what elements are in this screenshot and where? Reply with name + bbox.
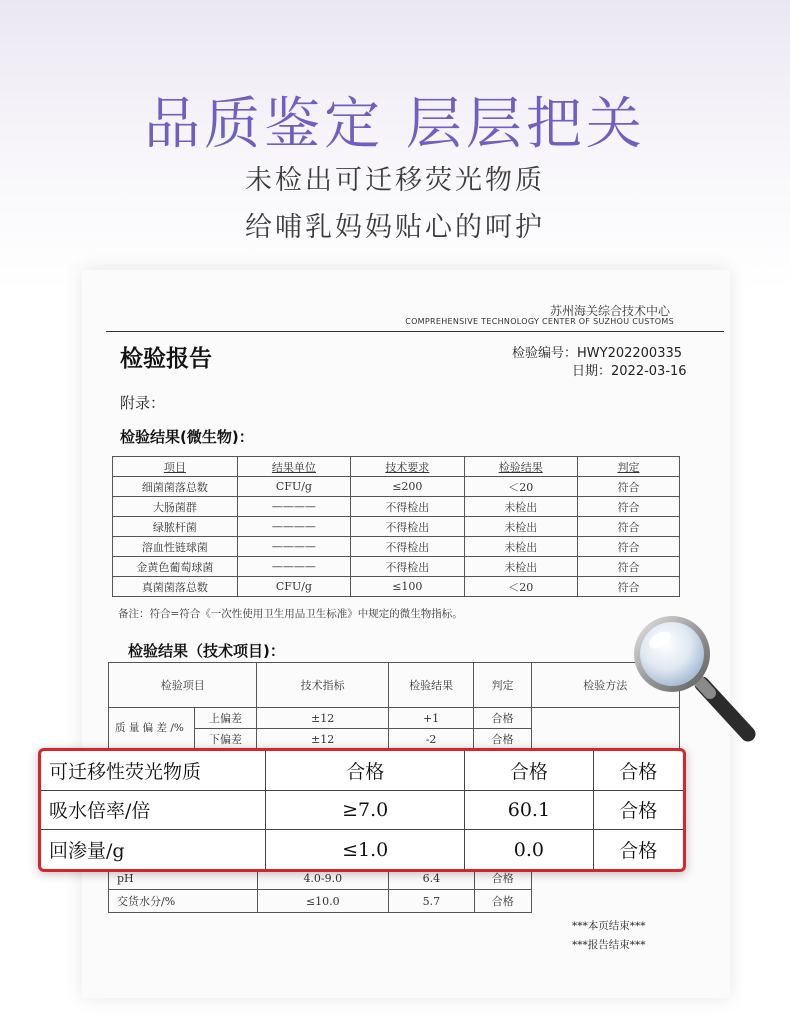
tech-results-table <box>108 662 680 750</box>
end-of-page: ***本页结束*** <box>572 920 646 932</box>
header-rule <box>106 331 724 332</box>
section-tech-title: 检验结果（技术项目)： <box>128 642 285 660</box>
subline-1: 未检出可迁移荧光物质 <box>245 165 545 196</box>
col-header: 判定 <box>474 663 531 708</box>
table-row <box>41 830 683 869</box>
cell: 不得检出 <box>351 517 464 537</box>
cell: 溶血性链球菌 <box>113 537 238 557</box>
cell: 不得检出 <box>351 557 464 577</box>
cell: ≤10.0 <box>257 890 388 913</box>
col-header: 结果单位 <box>237 457 350 477</box>
subline-2: 给哺乳妈妈贴心的呵护 <box>245 212 545 243</box>
cell: 绿脓杆菌 <box>113 517 238 537</box>
cell: 未检出 <box>464 497 577 517</box>
cell: 回渗量/g <box>41 830 266 869</box>
cell: 上偏差 <box>194 708 257 729</box>
cell: CFU/g <box>237 477 350 497</box>
col-header: 技术指标 <box>257 663 388 708</box>
group-label: 质 量 偏 差 /% <box>109 708 195 750</box>
cell <box>531 890 680 913</box>
cell: ＜20 <box>464 577 577 597</box>
table-row <box>113 537 680 557</box>
micro-results-table <box>112 456 680 597</box>
cell: CFU/g <box>237 577 350 597</box>
highlight-callout <box>38 748 686 872</box>
cell: 交货水分/% <box>109 890 258 913</box>
cell: 符合 <box>577 577 679 597</box>
cell: 合格 <box>474 890 531 913</box>
cell: ±12 <box>257 729 388 750</box>
cell: ———— <box>237 517 350 537</box>
cell: 合格 <box>266 751 465 790</box>
cell: 符合 <box>577 557 679 577</box>
cell: 合格 <box>593 751 683 790</box>
table-header-row <box>113 457 680 477</box>
table-header-row <box>109 663 680 708</box>
cell: 大肠菌群 <box>113 497 238 517</box>
cell: 吸水倍率/倍 <box>41 790 266 830</box>
table-row <box>41 751 683 790</box>
cell: +1 <box>388 708 474 729</box>
cell: 符合 <box>577 517 679 537</box>
cell: 未检出 <box>464 557 577 577</box>
micro-note: 备注：符合=符合《一次性使用卫生用品卫生标准》中规定的微生物指标。 <box>118 608 463 620</box>
cell: 真菌菌落总数 <box>113 577 238 597</box>
table-row <box>109 708 680 729</box>
cell: 不得检出 <box>351 537 464 557</box>
report-title: 检验报告 <box>120 346 212 372</box>
cell: ≤1.0 <box>266 830 465 869</box>
cell: 金黄色葡萄球菌 <box>113 557 238 577</box>
cell: 合格 <box>474 729 531 750</box>
cell: ≤100 <box>351 577 464 597</box>
table-row <box>113 517 680 537</box>
cell: 符合 <box>577 477 679 497</box>
cell: 符合 <box>577 497 679 517</box>
org-name-cn: 苏州海关综合技术中心 <box>549 304 670 318</box>
cell: 4.0-9.0 <box>257 867 388 890</box>
magnifying-glass-icon <box>630 612 760 747</box>
cell: ≥7.0 <box>266 790 465 830</box>
cell: ≤200 <box>351 477 464 497</box>
cell: 未检出 <box>464 537 577 557</box>
cell: 合格 <box>465 751 593 790</box>
table-row <box>109 890 681 913</box>
table-row <box>41 790 683 830</box>
cell: 不得检出 <box>351 497 464 517</box>
report-date: 日期：2022-03-16 <box>572 364 687 379</box>
cell: pH <box>109 867 258 890</box>
col-header: 判定 <box>577 457 679 477</box>
col-header: 项目 <box>113 457 238 477</box>
highlight-table <box>41 751 683 869</box>
col-header: 检验方法 <box>531 663 680 708</box>
cell: 符合 <box>577 537 679 557</box>
cell: ＜20 <box>464 477 577 497</box>
cell: 5.7 <box>389 890 475 913</box>
cell: 未检出 <box>464 517 577 537</box>
cell: 合格 <box>593 790 683 830</box>
cell: ———— <box>237 497 350 517</box>
cell: ———— <box>237 557 350 577</box>
cell: ±12 <box>257 708 388 729</box>
tech-results-table-bottom <box>108 866 680 913</box>
cell: 6.4 <box>389 867 475 890</box>
cell: 合格 <box>474 867 531 890</box>
report-number: 检验编号：HWY202200335 <box>512 346 683 361</box>
cell: 合格 <box>474 708 531 729</box>
cell: 60.1 <box>465 790 593 830</box>
org-name-en: COMPREHENSIVE TECHNOLOGY CENTER OF SUZHOU CUSTOMS <box>405 317 674 326</box>
cell: 可迁移性荧光物质 <box>41 751 266 790</box>
col-header: 检验项目 <box>109 663 257 708</box>
table-row <box>113 497 680 517</box>
table-row <box>113 577 680 597</box>
col-header: 检验结果 <box>388 663 474 708</box>
headline: 品质鉴定 层层把关 <box>144 92 646 157</box>
cell: 细菌菌落总数 <box>113 477 238 497</box>
col-header: 检验结果 <box>464 457 577 477</box>
table-row <box>113 557 680 577</box>
cell: 0.0 <box>465 830 593 869</box>
cell: -2 <box>388 729 474 750</box>
cell: ———— <box>237 537 350 557</box>
table-row <box>113 477 680 497</box>
appendix-label: 附录： <box>120 394 166 412</box>
cell: 合格 <box>593 830 683 869</box>
cell: 下偏差 <box>194 729 257 750</box>
section-micro-title: 检验结果(微生物)： <box>120 428 254 446</box>
col-header: 技术要求 <box>351 457 464 477</box>
end-of-report: ***报告结束*** <box>572 939 646 951</box>
